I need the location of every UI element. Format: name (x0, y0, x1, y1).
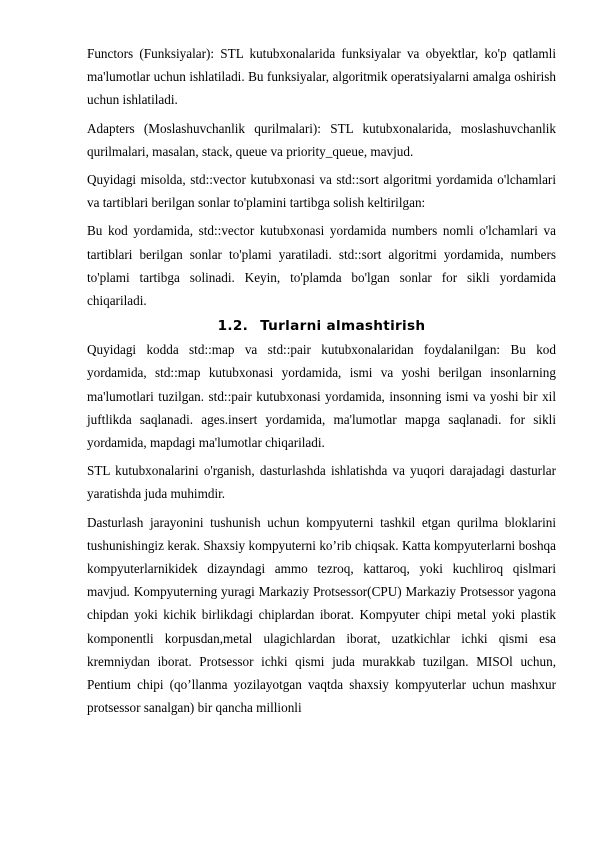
section-heading (87, 315, 556, 338)
paragraph-adapters: Adapters (Moslashuvchanlik qurilmalari): STL kutubxonalarida, moslashuvchanlik qurilmalari, masalan, stack, queue va priority_queue, mavjud. (87, 120, 556, 159)
paragraph-vector-sort-intro: Quyidagi misolda, std::vector kutubxonasi va std::sort algoritmi yordamida o'lchamlari va tartiblari berilgan sonlar to'plamini tartibga solish keltirilgan: (87, 172, 556, 211)
paragraph-map-pair: Quyidagi kodda std::map va std::pair kutubxonalaridan foydalanilgan: Bu kod yordamida, std::map kutubxonasi yordamida, ismi va yoshi berilgan insonlarning ma'lumotlari tuzilgan. std::pair kutubxonasi yordamida, insonning ismi va yoshi bir xil juftlikda saqlanadi. ages.insert yordamida, ma'lumotlar mapga saqlanadi. for sikli yordamida, mapdagi ma'lumotlar chiqariladi. (87, 342, 556, 451)
section-number: 1.2. (217, 318, 249, 335)
paragraph-functors: Functors (Funksiyalar): STL kutubxonalarida funksiyalar va obyektlar, ko'p qatlamli ma'lumotlar uchun ishlatiladi. Bu funksiyalar, algoritmik operatsiyalarni amalga oshirish uchun ishlatiladi. (87, 46, 556, 108)
paragraph-computer-architecture: Dasturlash jarayonini tushunish uchun kompyuterni tashkil etgan qurilma bloklarini tushunishingiz kerak. Shaxsiy kompyuterni ko’rib chiqsak. Katta kompyuterlarni boshqa kompyuterlarnikidek dizayndagi ammo tezroq, kattaroq, yoki kuchliroq qislmari mavjud. Kompyuterning yuragi Markaziy Protsessor(CPU) Markaziy Protsessor yagona chipdan yoki kichik birlikdagi chiplardan iborat. Kompyuter chipi metal yoki plastik komponentli korpusdan,metal ulagichlardan iborat, uzatkichlar ichki qismi esa kremniydan iborat. Protsessor ichki qismi juda murakkab tuzilgan. MISOl uchun, Pentium chipi (qo’llanma yozilayotgan vaqtda shaxsiy kompyuterlar uchun mashxur protsessor sanalgan) bir qancha millionli (87, 514, 556, 716)
document-page (87, 42, 556, 719)
section-title: Turlarni almashtirish (260, 318, 426, 335)
paragraph-vector-sort-explanation: Bu kod yordamida, std::vector kutubxonasi yordamida numbers nomli o'lchamlari va tartiblari berilgan sonlar to'plami yaratiladi. std::sort algoritmi yordamida, numbers to'plami tartibga solinadi. Keyin, to'plamda bo'lgan sonlar for sikli yordamida chiqariladi. (87, 223, 556, 309)
paragraph-stl-importance: STL kutubxonalarini o'rganish, dasturlashda ishlatishda va yuqori darajadagi dasturlar yaratishda juda muhimdir. (87, 463, 556, 502)
